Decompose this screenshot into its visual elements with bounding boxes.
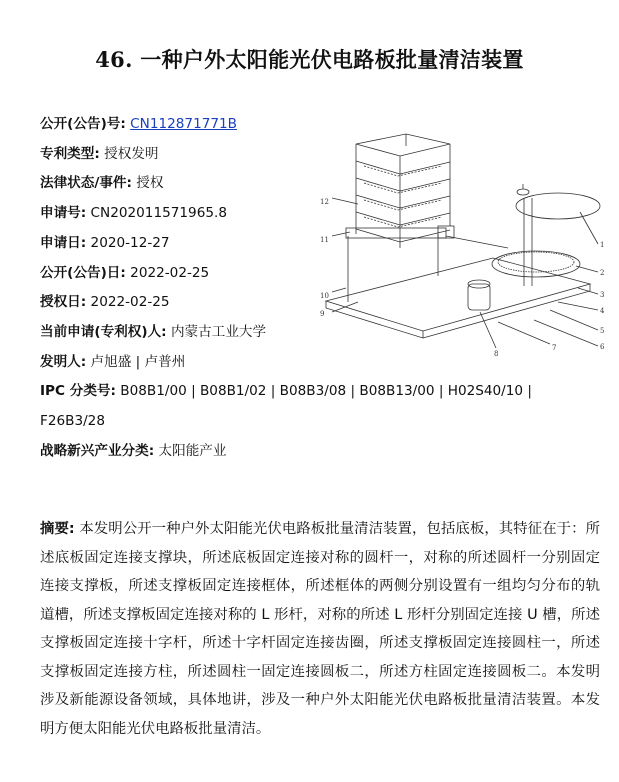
label-2: 2 bbox=[600, 269, 605, 277]
field-label: IPC 分类号: bbox=[40, 383, 116, 400]
label-7: 7 bbox=[552, 344, 557, 352]
label-8: 8 bbox=[494, 350, 499, 358]
label-9: 9 bbox=[320, 310, 325, 318]
field-value: 卢旭盛 | 卢普州 bbox=[90, 353, 186, 370]
pub-no-link[interactable]: CN112871771B bbox=[130, 116, 237, 132]
field-value: 太阳能产业 bbox=[158, 442, 227, 459]
abstract-label: 摘要: bbox=[40, 521, 75, 537]
field-label: 法律状态/事件: bbox=[40, 175, 132, 192]
field-ipc bbox=[40, 377, 540, 436]
gear-ring bbox=[492, 251, 580, 277]
field-value: 2022-02-25 bbox=[130, 264, 210, 281]
field-label: 当前申请(专利权)人: bbox=[40, 323, 167, 340]
field-label: 公开(公告)号: bbox=[40, 116, 126, 132]
label-11: 11 bbox=[320, 236, 329, 244]
field-value: 2022-02-25 bbox=[90, 294, 170, 311]
field-label: 授权日: bbox=[40, 294, 87, 311]
round-plate bbox=[516, 193, 600, 219]
rack-frame bbox=[356, 134, 450, 248]
patent-drawing bbox=[318, 126, 608, 366]
field-label: 战略新兴产业分类: bbox=[40, 442, 155, 459]
field-label: 发明人: bbox=[40, 353, 87, 370]
abstract bbox=[40, 515, 600, 743]
field-label: 申请日: bbox=[40, 234, 87, 251]
field-label: 申请号: bbox=[40, 205, 87, 222]
label-5: 5 bbox=[600, 327, 605, 335]
label-3: 3 bbox=[600, 291, 605, 299]
field-value: 授权发明 bbox=[104, 145, 159, 162]
field-label: 专利类型: bbox=[40, 145, 100, 162]
page-title: 46. 一种户外太阳能光伏电路板批量清洁装置 bbox=[95, 47, 524, 72]
abstract-text: 本发明公开一种户外太阳能光伏电路板批量清洁装置，包括底板，其特征在于：所述底板固定连接支撑块，所述底板固定连接对称的圆杆一，对称的所述圆杆一分别固定连接支撑板，所述支撑板固定连接框体，所述框体的两侧分别设置有一组均匀分布的轨道槽，所述支撑板固定连接对称的 L 形杆，对称的所述 L 形杆分别固定连接 U 槽，所述支撑板固定连接十字杆，所述十字杆固定连接齿圈，所述支撑板固定连接圆柱一，所述支撑板固定连接方柱，所述圆柱一固定连接圆板二，所述方柱固定连接圆板二。本发明涉及新能源设备领域，具体地讲，涉及一种户外太阳能光伏电路板批量清洁装置。本发明方便太阳能光伏电路板批量清洁。 bbox=[40, 521, 600, 737]
label-1: 1 bbox=[600, 241, 605, 249]
field-industry bbox=[40, 437, 540, 467]
label-12: 12 bbox=[320, 198, 329, 206]
field-value: B08B1/00 | B08B1/02 | B08B3/08 | B08B13/00 | H02S40/10 | F26B3/28 bbox=[40, 383, 532, 430]
field-value: 内蒙古工业大学 bbox=[170, 323, 267, 340]
field-value: CN202011571965.8 bbox=[90, 205, 227, 222]
field-value: 2020-12-27 bbox=[90, 234, 170, 251]
field-value: 授权 bbox=[136, 175, 164, 192]
label-6: 6 bbox=[600, 343, 605, 351]
field-label: 公开(公告)日: bbox=[40, 264, 126, 281]
label-10: 10 bbox=[320, 292, 329, 300]
label-4: 4 bbox=[600, 307, 605, 315]
